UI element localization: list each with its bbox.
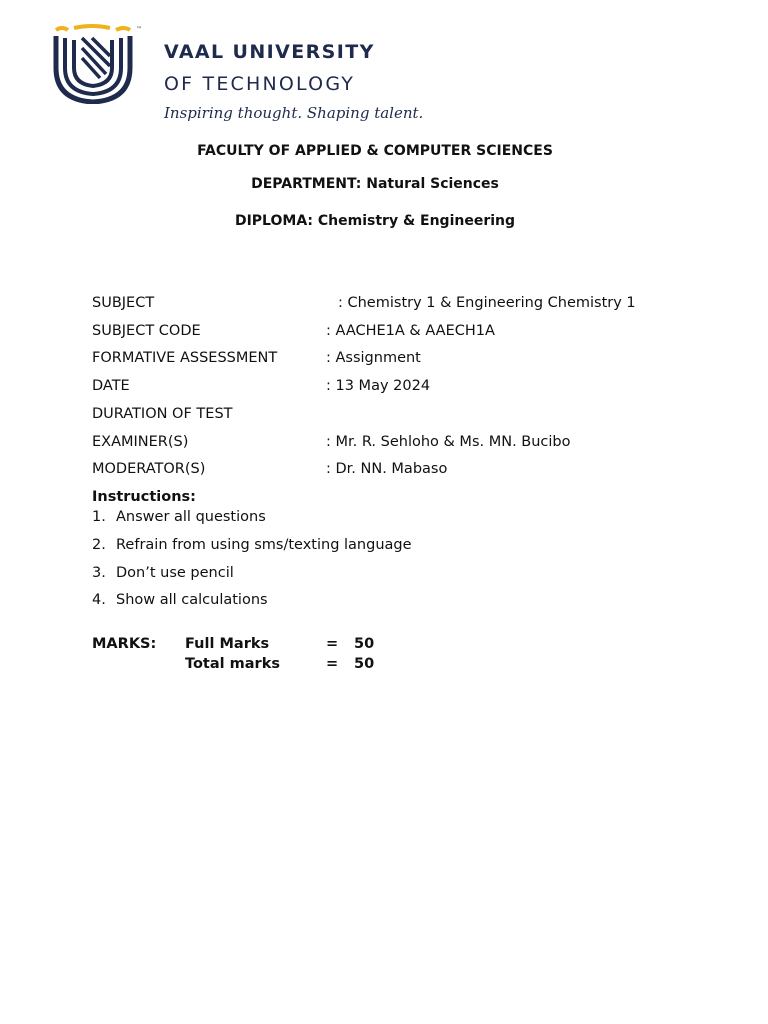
diploma-value: Chemistry & Engineering [317,213,516,229]
instruction-number: 3. [92,565,106,581]
department-label: DEPARTMENT: [251,176,362,192]
university-logo [52,24,432,122]
university-crest-icon [52,24,134,104]
total-marks-equals: = [326,656,339,672]
diploma-label: DIPLOMA: [234,213,314,229]
instruction-number: 2. [92,537,106,553]
instruction-number: 4. [92,592,106,608]
instruction-text: Show all calculations [116,592,268,608]
department-line [0,176,750,192]
university-tagline: Inspiring thought. Shaping talent. [164,104,424,122]
diploma-line [0,213,750,229]
department-value: Natural Sciences [366,176,499,192]
detail-value: : Mr. R. Sehloho & Ms. MN. Bucibo [326,434,571,450]
detail-label: EXAMINER(S) [92,434,189,450]
trademark-symbol: ™ [136,26,142,33]
detail-value: : 13 May 2024 [326,378,431,394]
detail-label: DATE [92,378,130,394]
instructions-title: Instructions: [92,489,196,505]
detail-value: : Chemistry 1 & Engineering Chemistry 1 [338,295,636,311]
instruction-text: Refrain from using sms/texting language [116,537,412,553]
detail-value: : AACHE1A & AAECH1A [326,323,495,339]
detail-value: : Dr. NN. Mabaso [326,461,448,477]
full-marks-value: 50 [354,636,375,652]
total-marks-label: Total marks [185,656,280,672]
faculty-title: FACULTY OF APPLIED & COMPUTER SCIENCES [197,143,553,159]
full-marks-label: Full Marks [185,636,270,652]
detail-label: SUBJECT CODE [92,323,201,339]
marks-label: MARKS: [92,636,157,652]
instruction-text: Answer all questions [116,509,266,525]
detail-label: DURATION OF TEST [92,406,233,422]
detail-value: : Assignment [326,350,421,366]
total-marks-value: 50 [354,656,375,672]
instruction-text: Don’t use pencil [116,565,234,581]
detail-label: SUBJECT [92,295,155,311]
university-name-line1: VAAL UNIVERSITY [164,41,375,63]
instruction-number: 1. [92,509,106,525]
detail-label: MODERATOR(S) [92,461,206,477]
detail-label: FORMATIVE ASSESSMENT [92,350,278,366]
university-name-line2: OF TECHNOLOGY [164,73,356,95]
full-marks-equals: = [326,636,339,652]
